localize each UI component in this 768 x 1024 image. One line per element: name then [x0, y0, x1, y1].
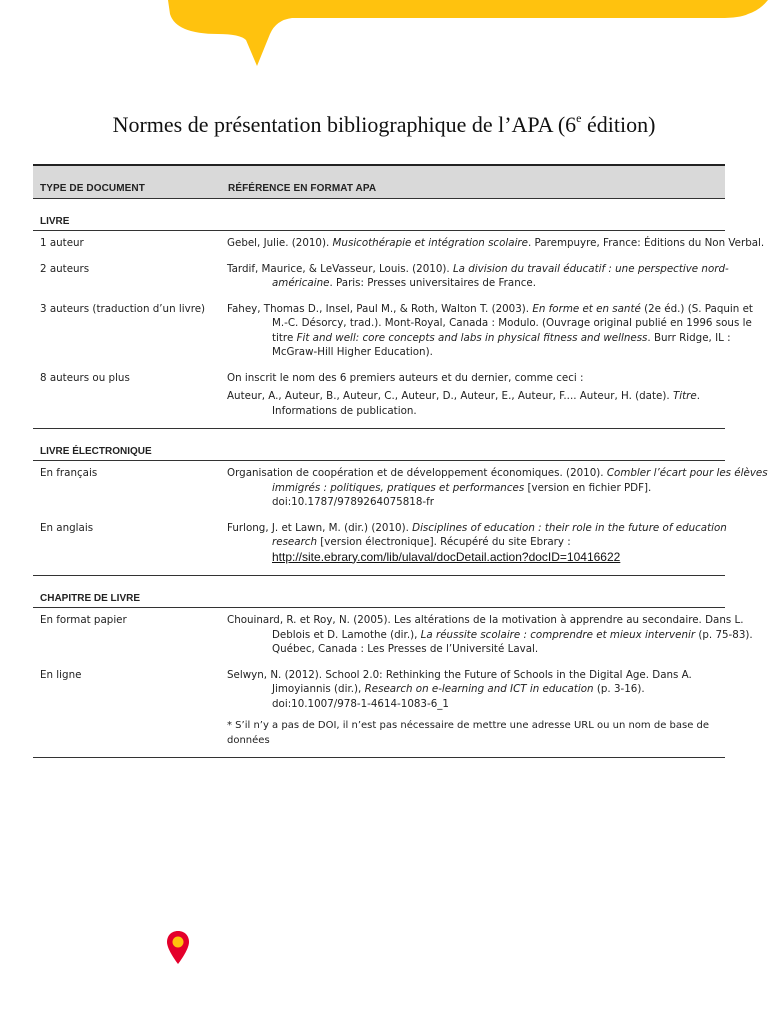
- table-row: En ligne Selwyn, N. (2012). School 2.0: Rethinking the Future of Schools in the Digital Age. Dans A. Jimoyiannis (dir.), Research on e-learning and ICT in education (p. 3-16). doi:10.1007/978-1-4614-1083-6_1 * S’il n’y a pas de DOI, il n’est pas nécessaire de mettre une adresse URL ou un nom de base de données: [33, 668, 725, 749]
- table-row: 2 auteurs Tardif, Maurice, & LeVasseur, Louis. (2010). La division du travail éducatif : une perspective nord-américaine. Paris: Presses universitaires de France.: [40, 262, 729, 289]
- header-type: TYPE DE DOCUMENT: [40, 183, 145, 194]
- section-title-livre-electronique: LIVRE ÉLECTRONIQUE: [33, 429, 725, 461]
- location-pin-icon: [166, 930, 190, 966]
- section-title-livre: LIVRE: [33, 199, 725, 231]
- doi-note: * S’il n’y a pas de DOI, il n’est pas nécessaire de mettre une adresse URL ou un nom de base de données: [227, 720, 710, 746]
- table-row: En anglais Furlong, J. et Lawn, M. (dir.) (2010). Disciplines of education : their role in the future of education research [version électronique]. Récupéré du site Ebrary : http://site.ebrary.com/lib/ulaval/docDetail.action?docID=10416622: [40, 521, 727, 564]
- reference-table: [33, 164, 768, 758]
- section-title-chapitre: CHAPITRE DE LIVRE: [33, 576, 725, 608]
- table-row: 8 auteurs ou plus On inscrit le nom des 6 premiers auteurs et du dernier, comme ceci : Auteur, A., Auteur, B., Auteur, C., Auteur, D., Auteur, E., Auteur, F.... Auteur, H. (date). Titre. Informations de publication.: [40, 371, 700, 417]
- table-row: 1 auteur Gebel, Julie. (2010). Musicothérapie et intégration scolaire. Parempuyre, France: Éditions du Non Verbal.: [40, 237, 765, 249]
- table-row: En format papier Chouinard, R. et Roy, N. (2005). Les altérations de la motivation à apprendre au secondaire. Dans L. Deblois et D. Lamothe (dir.), La réussite scolaire : comprendre et mieux intervenir (p. 75-83). Québec, Canada : Les Presses de l’Université Laval.: [40, 614, 753, 655]
- page-title: Normes de présentation bibliographique de l’APA (6e édition): [112, 110, 656, 137]
- table-header: [33, 166, 725, 199]
- header-reference: RÉFÉRENCE EN FORMAT APA: [228, 183, 377, 194]
- table-row: 3 auteurs (traduction d’un livre) Fahey, Thomas D., Insel, Paul M., & Roth, Walton T. (2003). En forme et en santé (2e éd.) (S. Paquin et M.-C. Désorcy, trad.). Mont-Royal, Canada : Modulo. (Ouvrage original publié en 1996 sous le titre Fit and well: core concepts and labs in physical fitness and wellness. Burr Ridge, IL : McGraw-Hill Higher Education).: [40, 302, 753, 358]
- ebrary-link[interactable]: http://site.ebrary.com/lib/ulaval/docDetail.action?docID=10416622: [272, 549, 621, 564]
- table-row: En français Organisation de coopération et de développement économiques. (2010). Combler l’écart pour les élèves immigrés : politiques, pratiques et performances [version en fichier PDF]. doi:10.1787/9789264075818-fr: [40, 467, 768, 508]
- yellow-banner: [0, 0, 768, 70]
